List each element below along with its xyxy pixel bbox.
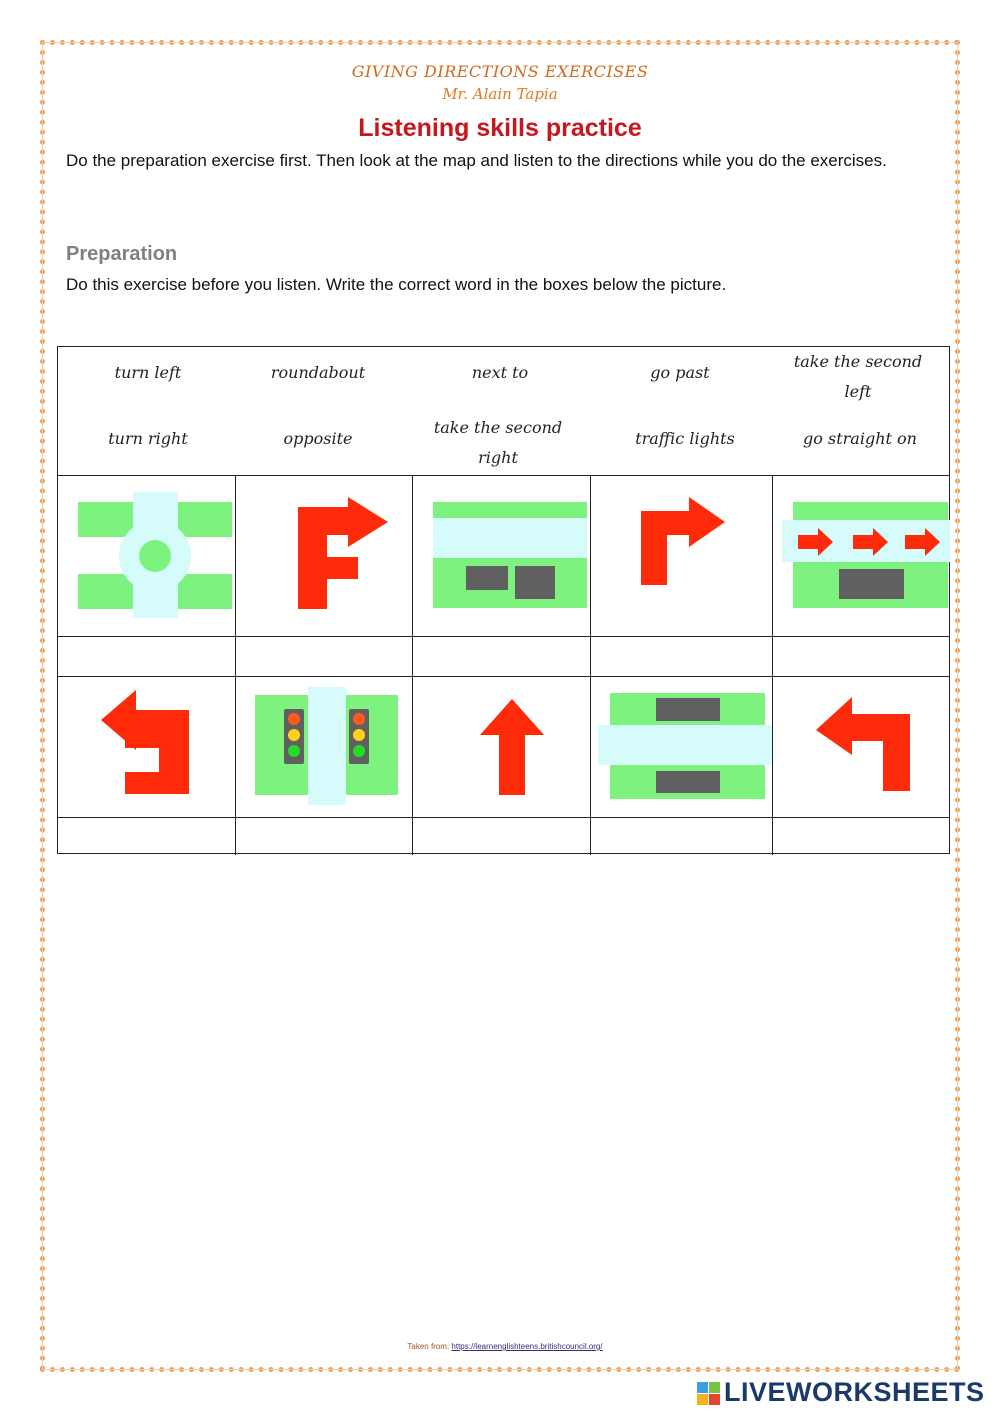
word-go-straight-on: go straight on bbox=[803, 429, 917, 448]
answer-box-row2-2[interactable] bbox=[236, 818, 412, 854]
answer-box-row1-1[interactable] bbox=[59, 637, 235, 676]
source-prefix: Taken from: bbox=[407, 1342, 452, 1351]
word-go-past: go past bbox=[650, 363, 710, 382]
table-line bbox=[58, 676, 949, 677]
go-past-picture bbox=[782, 502, 950, 610]
second-left-arrow-picture bbox=[101, 690, 191, 798]
word-take-second-right: take the second right bbox=[433, 418, 563, 467]
preparation-heading: Preparation bbox=[66, 243, 178, 265]
answer-box-row1-2[interactable] bbox=[236, 637, 412, 676]
left-turn-arrow-picture bbox=[816, 697, 912, 793]
word-turn-left: turn left bbox=[114, 363, 182, 382]
liveworksheets-logo: LIVEWORKSHEETS bbox=[724, 1377, 985, 1407]
table-line bbox=[58, 475, 949, 476]
preparation-instruction: Do this exercise before you listen. Write the correct word in the boxes below the picture. bbox=[66, 275, 727, 294]
answer-box-row1-5[interactable] bbox=[773, 637, 949, 676]
word-traffic-lights: traffic lights bbox=[635, 429, 735, 448]
exercise-table bbox=[57, 346, 950, 854]
word-next-to: next to bbox=[471, 363, 529, 382]
answer-box-row1-4[interactable] bbox=[591, 637, 772, 676]
word-turn-right: turn right bbox=[108, 429, 188, 448]
next-to-picture bbox=[433, 502, 588, 610]
answer-box-row1-3[interactable] bbox=[413, 637, 590, 676]
liveworksheets-logo-icon bbox=[697, 1380, 721, 1408]
answer-box-row2-1[interactable] bbox=[59, 818, 235, 854]
roundabout-picture bbox=[78, 492, 233, 620]
word-opposite: opposite bbox=[283, 429, 353, 448]
answer-box-row2-5[interactable] bbox=[773, 818, 949, 854]
header-author: Mr. Alain Tapia bbox=[442, 85, 558, 103]
header-title: GIVING DIRECTIONS EXERCISES bbox=[351, 62, 649, 81]
word-roundabout: roundabout bbox=[270, 363, 366, 382]
answer-box-row2-3[interactable] bbox=[413, 818, 590, 854]
source-link[interactable]: https://learnenglishteens.britishcouncil.org/ bbox=[451, 1342, 603, 1351]
page-title: Listening skills practice bbox=[358, 114, 642, 142]
answer-box-row2-4[interactable] bbox=[591, 818, 772, 854]
second-right-arrow-picture bbox=[298, 497, 388, 612]
right-turn-arrow-picture bbox=[641, 497, 726, 587]
traffic-lights-picture bbox=[255, 687, 399, 807]
straight-arrow-picture bbox=[479, 699, 545, 797]
word-take-second-left: take the second left bbox=[793, 352, 923, 401]
source-credit bbox=[0, 1342, 1000, 1351]
opposite-picture bbox=[598, 693, 773, 801]
intro-text: Do the preparation exercise first. Then look at the map and listen to the directions while you do the exercises. bbox=[66, 151, 887, 170]
